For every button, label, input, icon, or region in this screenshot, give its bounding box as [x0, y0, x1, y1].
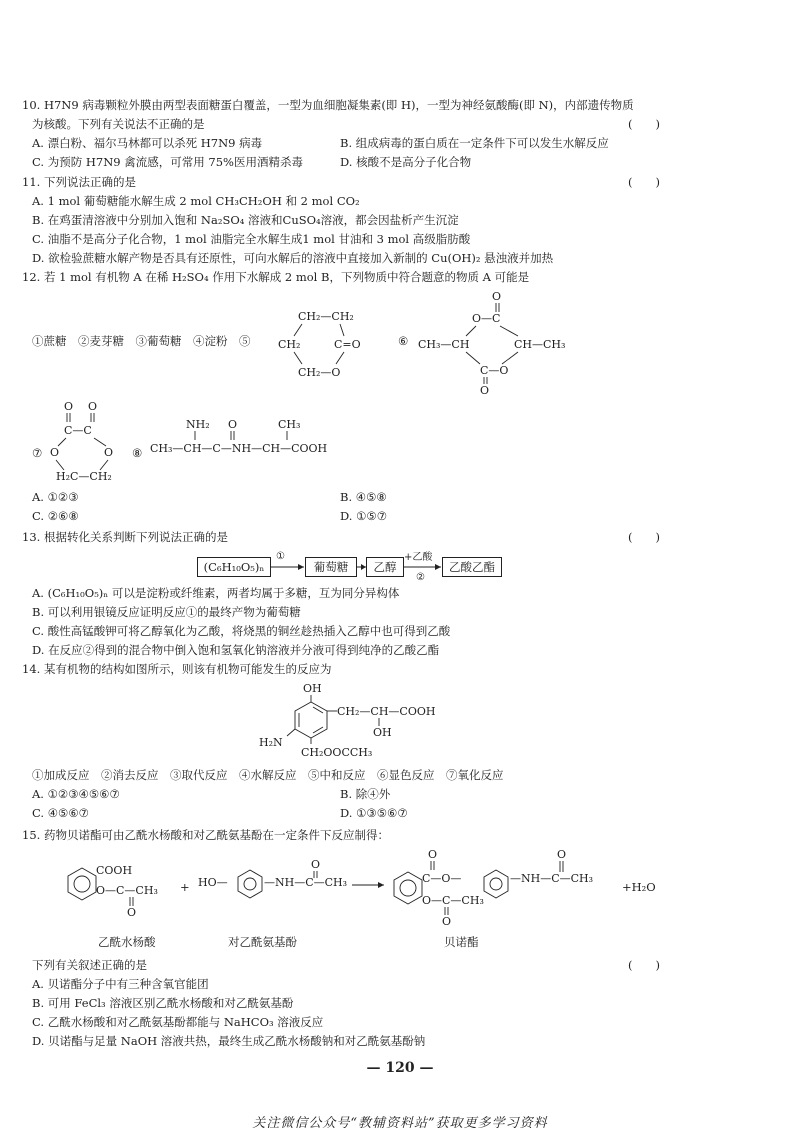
q11-option-b: B. 在鸡蛋清溶液中分别加入饱和 Na₂SO₄ 溶液和CuSO₄溶液，都会因盐析产生沉淀 — [32, 213, 459, 227]
plus-sign-1: + — [180, 880, 190, 894]
label-paracetamol: 对乙酰氨基酚 — [228, 935, 297, 949]
q15-answer-paren: ( ) — [628, 958, 660, 972]
q11-option-c: C. 油脂不是高分子化合物，1 mol 油脂完全水解生成1 mol 甘油和 3 mol 高级脂肪酸 — [32, 232, 471, 246]
flow-box-ethanol: 乙醇 — [366, 557, 404, 577]
svg-text:O—C—CH₃: O—C—CH₃ — [422, 894, 484, 907]
svg-text:O: O — [127, 906, 137, 919]
svg-text:C—O—: C—O— — [422, 872, 462, 885]
q11-option-d: D. 欲检验蔗糖水解产物是否具有还原性，可向水解后的溶液中直接加入新制的 Cu(OH)₂ 悬浊液并加热 — [32, 251, 554, 265]
svg-text:HO—: HO— — [198, 876, 228, 889]
svg-text:O: O — [104, 446, 114, 459]
q12-stem: 12. 若 1 mol 有机物 A 在稀 H₂SO₄ 作用下水解成 2 mol B，下列物质中符合题意的物质 A 可能是 — [22, 270, 530, 284]
q11-stem: 11. 下列说法正确的是 — [22, 175, 136, 189]
svg-text:O: O — [480, 384, 490, 395]
flow-box-ethyl-acetate: 乙酸乙酯 — [442, 557, 502, 577]
flow-box-glucose: 葡萄糖 — [305, 557, 357, 577]
q11-answer-paren: ( ) — [628, 175, 660, 189]
svg-text:OH: OH — [303, 682, 322, 695]
q12-item-7-label: ⑦ — [32, 446, 43, 460]
svg-text:—NH—C—CH₃: —NH—C—CH₃ — [510, 872, 594, 885]
q15-option-c: C. 乙酰水杨酸和对乙酰氨基酚都能与 NaHCO₃ 溶液反应 — [32, 1015, 324, 1029]
q12-option-a: A. ①②③ — [32, 490, 79, 504]
q13-option-d: D. 在反应②得到的混合物中倒入饱和氢氧化钠溶液并分液可得到纯净的乙酸乙酯 — [32, 643, 440, 657]
svg-text:O: O — [311, 858, 321, 871]
q15-option-a: A. 贝诺酯分子中有三种含氧官能团 — [32, 977, 209, 991]
svg-text:H₂N: H₂N — [259, 736, 283, 749]
q15-option-b: B. 可用 FeCl₃ 溶液区别乙酰水杨酸和对乙酰氨基酚 — [32, 996, 294, 1010]
q14-option-c: C. ④⑤⑥⑦ — [32, 806, 89, 820]
lactone-ring-structure — [278, 306, 388, 376]
ethylene-oxalate-structure — [50, 400, 130, 485]
footer-promo-text: 关注微信公众号“教辅资料站”获取更多学习资料 — [252, 1116, 548, 1131]
q11-option-a: A. 1 mol 葡萄糖能水解生成 2 mol CH₃CH₂OH 和 2 mol CO₂ — [32, 194, 360, 208]
svg-text:O: O — [557, 848, 567, 861]
svg-text:O—C: O—C — [472, 312, 501, 325]
q10-option-d: D. 核酸不是高分子化合物 — [340, 155, 472, 169]
q13-stem: 13. 根据转化关系判断下列说法正确的是 — [22, 530, 228, 544]
svg-text:COOH: COOH — [96, 864, 133, 877]
flow-box-polysaccharide: (C₆H₁₀O₅)ₙ — [197, 557, 271, 577]
svg-text:CH₂—CH₂: CH₂—CH₂ — [298, 310, 354, 323]
q13-option-a: A. (C₆H₁₀O₅)ₙ 可以是淀粉或纤维素，两者均属于多糖，互为同分异构体 — [32, 586, 400, 600]
svg-text:CH₂: CH₂ — [278, 338, 301, 351]
q12-items-1-5: ①蔗糖 ②麦芽糖 ③葡萄糖 ④淀粉 ⑤ — [32, 334, 251, 348]
svg-text:O: O — [442, 915, 452, 928]
svg-text:O: O — [88, 400, 98, 413]
q10-option-a: A. 漂白粉、福尔马林都可以杀死 H7N9 病毒 — [32, 136, 263, 150]
q15-sub-stem: 下列有关叙述正确的是 — [32, 958, 147, 972]
flow-arrow-2-bottom: ② — [416, 572, 425, 583]
svg-text:CH₃: CH₃ — [278, 418, 301, 431]
flow-arrow-1-label: ① — [276, 551, 285, 562]
q14-option-b: B. 除④外 — [340, 787, 391, 801]
svg-text:CH₂—O: CH₂—O — [298, 366, 341, 376]
reaction-arrow — [352, 880, 386, 890]
svg-text:O: O — [50, 446, 60, 459]
svg-text:CH₃—CH—C—NH—CH—COOH: CH₃—CH—C—NH—CH—COOH — [150, 442, 328, 455]
svg-text:CH—CH₃: CH—CH₃ — [514, 338, 566, 351]
svg-text:C—C: C—C — [64, 424, 92, 437]
svg-text:O: O — [428, 848, 438, 861]
acetylsalicylic-acid-structure — [62, 860, 182, 930]
q12-option-c: C. ②⑥⑧ — [32, 509, 79, 523]
svg-text:O: O — [64, 400, 74, 413]
q10-stem-1: 10. H7N9 病毒颗粒外膜由两型表面糖蛋白覆盖，一型为血细胞凝集素(即 H)，一型为神经氨酸酶(即 N)，内部遗传物质 — [22, 98, 634, 112]
q14-option-a: A. ①②③④⑤⑥⑦ — [32, 787, 120, 801]
q10-option-b: B. 组成病毒的蛋白质在一定条件下可以发生水解反应 — [340, 136, 609, 150]
svg-text:CH₂—CH—COOH: CH₂—CH—COOH — [337, 705, 436, 718]
q15-option-d: D. 贝诺酯与足量 NaOH 溶液共热，最终生成乙酰水杨酸钠和对乙酰氨基酚钠 — [32, 1034, 426, 1048]
flow-arrow-2-top: +乙酸 — [404, 552, 433, 563]
svg-text:CH₂OOCCH₃: CH₂OOCCH₃ — [301, 746, 373, 759]
svg-text:C=O: C=O — [334, 338, 361, 351]
q12-option-b: B. ④⑤⑧ — [340, 490, 387, 504]
q13-option-b: B. 可以利用银镜反应证明反应①的最终产物为葡萄糖 — [32, 605, 301, 619]
q14-reaction-list: ①加成反应 ②消去反应 ③取代反应 ④水解反应 ⑤中和反应 ⑥显色反应 ⑦氧化反应 — [32, 768, 504, 782]
q12-item-8-label: ⑧ — [132, 446, 143, 460]
svg-text:O: O — [228, 418, 238, 431]
svg-text:O: O — [492, 290, 502, 303]
q13-option-c: C. 酸性高锰酸钾可将乙醇氧化为乙酸，将烧黑的铜丝趁热插入乙醇中也可得到乙酸 — [32, 624, 451, 638]
q10-option-c: C. 为预防 H7N9 禽流感，可常用 75%医用酒精杀毒 — [32, 155, 303, 169]
svg-text:NH₂: NH₂ — [186, 418, 210, 431]
q14-stem: 14. 某有机物的结构如图所示，则该有机物可能发生的反应为 — [22, 662, 332, 676]
svg-text:—NH—C—CH₃: —NH—C—CH₃ — [264, 876, 348, 889]
svg-text:O—C—CH₃: O—C—CH₃ — [96, 884, 158, 897]
label-acetylsalicylic-acid: 乙酰水杨酸 — [98, 935, 156, 949]
svg-text:H₂C—CH₂: H₂C—CH₂ — [56, 470, 112, 483]
water-product: +H₂O — [622, 880, 656, 894]
q12-item-6-label: ⑥ — [398, 334, 409, 348]
q10-stem-2: 为核酸。下列有关说法不正确的是 — [32, 117, 205, 131]
svg-text:OH: OH — [373, 726, 392, 739]
label-benorilate: 贝诺酯 — [444, 935, 479, 949]
q14-option-d: D. ①③⑤⑥⑦ — [340, 806, 408, 820]
q15-stem: 15. 药物贝诺酯可由乙酰水杨酸和对乙酰氨基酚在一定条件下反应制得： — [22, 828, 389, 842]
q13-answer-paren: ( ) — [628, 530, 660, 544]
flow-arrow-2 — [403, 562, 443, 572]
q14-molecule-structure — [255, 680, 455, 766]
paracetamol-structure — [198, 858, 368, 908]
dipeptide-structure — [150, 418, 350, 458]
flow-arrow-1 — [270, 562, 306, 572]
benorilate-structure — [388, 848, 618, 928]
page-number: — 120 — — [366, 1060, 434, 1076]
lactide-structure — [418, 290, 588, 395]
svg-text:C—O: C—O — [480, 364, 509, 377]
svg-text:CH₃—CH: CH₃—CH — [418, 338, 470, 351]
q12-option-d: D. ①⑤⑦ — [340, 509, 388, 523]
q10-answer-paren: ( ) — [628, 117, 660, 131]
